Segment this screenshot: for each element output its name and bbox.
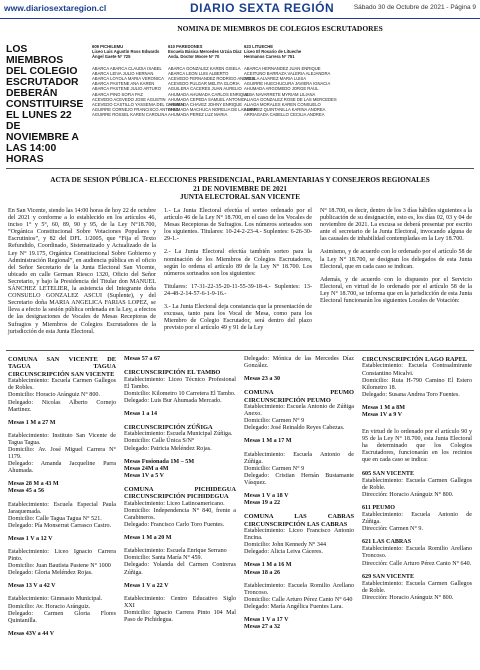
- intro-column-3: [320, 208, 472, 311]
- circ-text: Domicilio: Independencia N° 840, frente a Carabineros.: [124, 507, 236, 521]
- circ-text: Delegado: Amanda Jacqueline Parra Ahumada.: [8, 461, 116, 475]
- circ-text: Establecimiento: Escuela Carmen Gallegos de Roble.: [362, 580, 472, 594]
- list-item: ABARCA PASTENE JULIO ARTURO: [92, 86, 161, 92]
- colegio-column: [92, 44, 184, 118]
- list-item: ALVAREZ QUINTANILLA KARINA ANDREA: [244, 107, 326, 113]
- list-item: ABARCA LEON LUIS ALBERTO: [168, 70, 229, 76]
- circ-heading: COMUNA SAN VICENTE DE TAGUA TAGUA CIRCUNSCRIPCIÓN SAN VICENTE: [8, 356, 116, 378]
- circ-heading: COMUNA PICHIDEGUA CIRCUNSCRIPCIÓN PICHIDEGUA: [124, 485, 236, 501]
- list-item: AHUMADA ARGOMEDO JORGE RAUL: [244, 86, 319, 92]
- circ-heading: COMUNA LAS CABRAS CIRCUNSCRIPCIÓN LAS CABRAS: [244, 513, 354, 528]
- list-item: AHUMADA MACHUCA NORELIA DE LAS MER: [168, 107, 257, 113]
- circ-text: Domicilio: Ruta H-790 Camino El Estero Kilometro 18.: [362, 377, 472, 391]
- colegio-address: Hermanos Carrera N° 751: [244, 54, 295, 60]
- member-list: [92, 65, 184, 118]
- circ-text: Establecimiento: Liceo Ignacio Carrera Pinto.: [8, 549, 116, 563]
- list-item: AHUMADA PEREZ LUZ MARIA: [168, 112, 228, 118]
- list-item: ABARCA GONZALEZ KAREN GISELA: [168, 65, 241, 71]
- circ-text: Delegado: Susana Andrea Toro Fuentes.: [362, 391, 460, 398]
- circ-text: Delegado: José Reinaldo Reyes Cabezas.: [244, 425, 345, 432]
- colegio-venue: Escuela Básica Mercedes Urzúa Díaz: [168, 49, 242, 55]
- mesas-label: Mesas 28 M a 43 M: [8, 481, 59, 488]
- member-list: [244, 65, 337, 118]
- circ-text: Establecimiento: Escuela Carmen Gallegos de Robles.: [8, 378, 116, 392]
- list-item: AGUILERA CACERES JUAN AURELIO: [168, 86, 242, 92]
- page-header: [0, 0, 480, 19]
- circ-text: Establecimiento: Escuela Romilio Arellano Troncoso.: [244, 582, 354, 596]
- circ-text: Domicilio: Juan Bautista Pastene N° 1000: [8, 563, 111, 570]
- circ-text: Dirección: Carmen N° 9.: [362, 526, 423, 533]
- mesas-label: Mesas 1 a 14: [124, 410, 158, 417]
- circ-text: Establecimiento: Liceo Latinoamericano.: [124, 500, 225, 507]
- acta-title-line: 21 DE NOVIEMBRE DE 2021: [193, 184, 287, 193]
- circ-text: Establecimiento: Liceo Francisco Antonio Encina.: [244, 528, 354, 542]
- list-item: ACEVEDO FERNANDEZ RODRIGO ANDRES: [168, 76, 255, 82]
- circ-heading: CIRCUNSCRIPCIÓN LAGO RAPEL: [362, 356, 468, 363]
- colegio-column: [168, 44, 257, 118]
- site-url[interactable]: www.diariosextaregion.cl: [4, 3, 107, 13]
- circ-heading: CIRCUNSCRIPCIÓN ZÚÑIGA: [124, 423, 213, 431]
- list-item: ACEVEDO CASTILLO YASSENIA DEL CARMEN: [92, 102, 184, 108]
- colegio-heading: 605 SAN VICENTE: [362, 470, 415, 477]
- list-item: ABARCA PINO SOFIA PAZ: [92, 91, 143, 97]
- circ-text: Establecimiento: Escuela Romilio Arellano Troncoso.: [362, 546, 472, 560]
- member-list: [168, 65, 257, 118]
- circ-heading: COMUNA PEUMO CIRCUNSCRIPCIÓN PEUMO: [244, 389, 354, 404]
- circ-text: Delegado: Nicolas Alberto Cornejo Martinez.: [8, 399, 116, 413]
- circ-text: Domicilio: Ignacio Carrera Pinto 104 Mal Paso de Pichidegua.: [124, 609, 236, 623]
- mesas-label: Mesas 19 a 22: [244, 500, 281, 507]
- intro-paragraph: N° 18.700, es decir, dentro de los 3 días hábiles siguientes a la publicación de su designación, esto es, los días 02, 03 y 04 de noviembre de 2021. La excusa se deberá presentar por escrito ante el secretario de la Junta Electoral, invocando alguna de las causales de inhabilidad contempladas en la Ley 18.700.: [320, 208, 472, 243]
- intro-paragraph: Además, y de acuerdo con lo dispuesto por el Servicio Electoral, en virtud de lo ordenado por el artículo 58 de la Ley N° 18.700, se informa que en la jurisdicción de esta Junta Electoral funcionarán los siguientes Locales de Votación:: [320, 276, 472, 305]
- circ-text: Delegado: Luis Bur Ahumada Mercado.: [124, 397, 222, 404]
- acta-title-line: ACTA DE SESION PÚBLICA - ELECCIONES PRESIDENCIAL, PARLAMENTARIAS Y CONSEJEROS REGIONALES: [50, 176, 430, 184]
- nominas-title: NOMINA DE MIEMBROS DE COLEGIOS ESCRUTADORES: [177, 24, 383, 33]
- circ-text: Domicilio: Calle Arturo Pérez Canto N° 640: [244, 596, 353, 603]
- list-item: ABARCA PASTENE ANA KAREN: [92, 81, 155, 87]
- circ-text: Delegado: Patricia Meléndez Rojas.: [124, 445, 212, 452]
- list-item: AGUIRRE CORNEJO FRANCISCO ANTONIO: [92, 107, 179, 113]
- colegio-venue: Liceo El Rosario de Litueche: [244, 49, 302, 55]
- colegio-venue: Liceo Luis Agustín Ross Edwards: [92, 49, 160, 55]
- newspaper-title: DIARIO SEXTA REGIÓN: [190, 1, 335, 15]
- circ-text: Domicilio: Santa María N° 459.: [124, 555, 203, 562]
- mesas-label: Mesas 13 V a 42 V: [8, 583, 56, 590]
- circ-text: Dirección: Horacio Aránguiz N° 800.: [362, 491, 454, 498]
- mesas-label: Mesas 18 a 26: [244, 569, 281, 576]
- colegio-heading: 621 LAS CABRAS: [362, 539, 412, 546]
- circ-text: Dirección: Horacio Aránguiz N° 800.: [362, 594, 454, 601]
- intro-paragraph: 1.- La Junta Electoral efectúa el sorteo ordenado por el artículo 46 de la Ley N° 18.700, en el caso de los Vocales de Mesas Receptoras de Sufragios. Los números sorteados son los siguientes. Titulares: 10-24-2-23-4.- Suplentes: 6-26-30-29-1.-: [164, 208, 312, 243]
- list-item: AHUMADA CEPEDA SAMUEL ANTONIO: [168, 96, 246, 102]
- circ-text: Establecimiento: Escuela Antonio de Zúñiga.: [244, 451, 354, 465]
- list-item: ALBA NAVARRETE MYRIAM LILIANA: [244, 91, 316, 97]
- circ-text: Domicilio: Calle Tagua Tagua N° 521.: [8, 515, 102, 522]
- list-item: ARRIAGADA CABELLO CECILIA ANDREA: [244, 112, 325, 118]
- list-item: AHUMADA CHAVEZ JOHNY ENRIQUE: [168, 102, 243, 108]
- circ-text: Dirección: Calle Arturo Pérez Canto N° 640.: [362, 560, 472, 567]
- intro-paragraph: 3.- La Junta Electoral deja constancia que la presentación de excusas, tanto para los Vocal de Mesa, como para los Miembro de Colegio Escrutador, será dentro del plazo previsto por el artículo 49 y 91 de la Ley: [164, 304, 312, 332]
- intro-column-1: [8, 208, 156, 342]
- circ-text: Establecimiento: Liceo Técnico Profesional El Tambo.: [124, 376, 236, 390]
- circ-text: Establecimiento: Escuela Enrique Serrano: [124, 548, 227, 555]
- circ-text: Delegado: Gloria Meléndez Rojas.: [8, 570, 93, 577]
- circ-column-2: [124, 356, 236, 624]
- circ-text: Domicilio: Carmen N° 9: [244, 418, 305, 425]
- mesas-label: Mesas 57 a 67: [124, 356, 161, 362]
- page-date: Sábado 30 de Octubre de 2021 - Página 9: [353, 4, 476, 11]
- intro-paragraph: Titulares: 17-31-22-35-20-11-55-39-18-4.- Suplentes: 13-24-48-2-14-57-6-1-9-16.-: [164, 283, 312, 297]
- section-divider: [6, 350, 474, 351]
- mesas-label: Mesas 1 V a 18 V: [244, 493, 289, 500]
- acta-title-line: JUNTA ELECTORAL SAN VICENTE: [179, 193, 301, 202]
- mesas-label: Mesas 1V a 5 V: [124, 472, 165, 479]
- colegio-name: 623 LITUECHE: [244, 44, 274, 49]
- circ-text: Domicilio: John Kennedy N° 344: [244, 542, 326, 549]
- mesas-label: Mesas 1 M a 27 M: [8, 419, 56, 426]
- list-item: ABARCA LOYOLA MARIA VERONICA: [92, 76, 164, 82]
- circ-heading: CIRCUNSCRIPCIÓN EL TAMBO: [124, 369, 221, 377]
- mesas-label: Mesas 1 M a 16 M: [244, 562, 292, 569]
- colegio-name: 610 PAREDONES: [168, 44, 203, 49]
- list-item: ABARCA ABARCA CLAUDIA ISABEL: [92, 65, 162, 71]
- list-item: ACEITUNO BARRAZA VALERIA ALEJANDRA: [244, 70, 331, 76]
- circ-text: Establecimiento: Instituto San Vicente de Tagua Tagua.: [8, 432, 116, 446]
- circ-text: Delegado: Alicia Leiva Cáceres.: [244, 549, 323, 556]
- mesas-label: Mesas 1 M a 20 M: [124, 535, 172, 542]
- section-divider: [6, 168, 474, 169]
- circ-text: Domicilio: Calle Única S/N°: [124, 438, 195, 445]
- list-item: AHUMADA AHUMADA CARLOS ENRIQUE: [168, 91, 249, 97]
- circ-text: Domicilio: Kilometro 10 Carretera El Tambo.: [124, 390, 236, 397]
- mesas-label: Mesas 23 a 30: [244, 376, 281, 383]
- mesas-label: Mesas 45 a 56: [8, 488, 45, 495]
- mesas-label: Mesas 24M a 4M: [124, 465, 169, 472]
- circ-column-4: [362, 356, 472, 602]
- colegio-address: Ángel Gaete N° 725: [92, 54, 131, 60]
- colegio-name: 609 PICHILEMU: [92, 44, 124, 49]
- colegio-heading: 629 SAN VICENTE: [362, 573, 415, 580]
- circ-text: Domicilio: Av. José Miguel Carrera N° 1179.: [8, 446, 116, 461]
- circ-text: Establecimiento: Escuela Contraalmirante Constantino Micalvi.: [362, 363, 472, 377]
- circ-text: Delegado: Cristian Hernán Bustamante Vásquez.: [244, 472, 354, 486]
- colegio-address: Avda. Doctor Moore N° 70: [168, 54, 220, 60]
- circ-text: Delegado: Francisco Carlo Toro Fuentes.: [124, 522, 225, 529]
- colegio-column: [244, 44, 337, 118]
- circ-text: Establecimiento: Escuela Antonio de Zúñiga.: [362, 512, 472, 526]
- mesas-label: Mesas 1 M a 17 M: [244, 438, 292, 445]
- colegio-heading: 611 PEUMO: [362, 504, 396, 511]
- list-item: AGUIRRE HUECHUCURA JAVIERA IGNACIA: [244, 81, 331, 87]
- nominas-side-title: LOS MIEMBROS DEL COLEGIO ESCRUTADOR DEBERÁN CONSTITUIRSE EL LUNES 22 DE NOVIEMBRE A LAS 14:00 HORAS: [6, 44, 84, 165]
- acta-title: [20, 176, 460, 202]
- mesas-label: Mesas 1 M a 8M: [362, 404, 405, 411]
- list-item: ABARCA LEIVA JULIO HERNAN: [92, 70, 154, 76]
- intro-paragraph: 2.- La Junta Electoral efectúa también sorteo para la nominación de los Miembros de Colegios Escrutadores, según lo ordena el artículo 89 de la Ley N° 18.700. Los números sorteados son los siguientes:: [164, 249, 312, 277]
- list-item: ABARCA HERNANDEZ JUAN ENRIQUE: [244, 65, 321, 71]
- intro-column-2: [164, 208, 312, 338]
- list-item: ALIAGA GONZALEZ ROSE DE LAS MERCEDES: [244, 96, 337, 102]
- list-item: ACEVEDO ACEVEDO JOSE AGUSTIN: [92, 96, 166, 102]
- circ-text: Establecimiento: Escuela Municipal Zúñiga.: [124, 431, 233, 438]
- circ-text: Domicilio: Carmen N° 9: [244, 465, 305, 472]
- circ-text: Delegado: Carmen Gloria Flores Quintanilla.: [8, 610, 116, 624]
- circ-text: Establecimiento: Escuela Especial Paula Jaraquemada.: [8, 501, 116, 515]
- circ-text: Domicilio: Av. Horacio Aránguiz.: [8, 603, 91, 610]
- mesas-label: Mesas 43V a 44 V: [8, 630, 55, 637]
- intro-paragraph: Asimismo, y de acuerdo con lo ordenado por el artículo 58 de la Ley N° 18.700, se designan los delegados de esta Junta Electoral, que en cada caso se indican.: [320, 249, 472, 270]
- circ-text: Establecimiento: Gimnasio Municipal.: [8, 596, 103, 603]
- mesas-label: Mesas 1 V a 17 V: [244, 616, 289, 623]
- list-item: AGUILA ALVAREZ MARIA LUISA: [244, 76, 306, 82]
- list-item: ACEVEDO PULGAR MELITA GLORIA: [168, 81, 240, 87]
- circ-text: Delegado: Yolanda del Carmen Contreras Zúñiga.: [124, 562, 236, 576]
- mesas-label: Mesas 1 V a 12 V: [8, 535, 53, 542]
- mesas-label: Mesas 27 a 32: [244, 624, 281, 631]
- circ-paragraph: En virtud de lo ordenado por el artículo 90 y 95 de la Ley N° 18.700, esta Junta Electoral ha determinado que los Colegios Escrutadores, funcionarán en los recintos que en cada caso se indica:: [362, 429, 472, 464]
- circ-text: Delegado: Pía Monserrat Carrasco Castro.: [8, 522, 112, 529]
- list-item: ALIAGA MORALES KAREN CONSUELO: [244, 102, 321, 108]
- circ-text: Domicilio: Horacio Aránguiz N° 800.: [8, 392, 100, 399]
- circ-text: Delegado: Mónica de las Mercedes Díaz González.: [244, 356, 354, 370]
- list-item: AGUIRRE ROSSEL KAREN CAROLINA: [92, 112, 168, 118]
- circ-text: Delegado: María Angélica Fuentes Lara.: [244, 603, 343, 610]
- circ-column-1: [8, 356, 116, 638]
- circ-text: Establecimiento: Centro Educativo Siglo XXI: [124, 595, 236, 609]
- mesas-label: Mesas Fusionada 1M – 5M: [124, 458, 195, 465]
- circ-column-3: [244, 356, 354, 631]
- circ-text: Establecimiento: Escuela Carmen Gallegos de Roble.: [362, 477, 472, 491]
- circ-text: Establecimiento: Escuela Antonio de Zúñiga Anexo.: [244, 404, 354, 418]
- mesas-label: Mesas 1 V a 22 V: [124, 582, 169, 589]
- mesas-label: Mesas 1V a 9 V: [362, 411, 403, 418]
- intro-paragraph: En San Vicente, siendo las 14:00 horas de hoy 22 de octubre del 2021 y conforme a lo establecido en los artículos 46, inciso 1° y 5°, 60, 89, 90 y 95, de la Ley N°18.700, “Orgánica Constitucional Sobre Votaciones Populares y Escrutinios”, y 82 del DFL 1/2005, que “Fija el Texto Refundido, Coordinado, Sistematizado y Actualizado de la Ley N° 19.175, Orgánica Constitucional Sobre Gobierno y Administración Regional”, en audiencia pública en el oficio del Señor Secretario de la Junta Electoral San Vicente, ubicado en calle German Riesco 1320, Oficio del Señor Secretario, y bajo la Presidencia del Titular don MANUEL SÁNCHEZ LETELIER, la asistencia del Integrante doña CONSUELO GONZALEZ ASCUI (Suplente), y del Secretario doña MARIA ANGELICA FARIAS LOPEZ, se lleva a efecto la sesión pública ordenada en la Ley, a efectos de las designaciones de Vocales de Mesas Receptoras de Sufragios y Miembros de Colegios Escrutadores de la jurisdicción de esta Junta Electoral.: [8, 208, 156, 335]
